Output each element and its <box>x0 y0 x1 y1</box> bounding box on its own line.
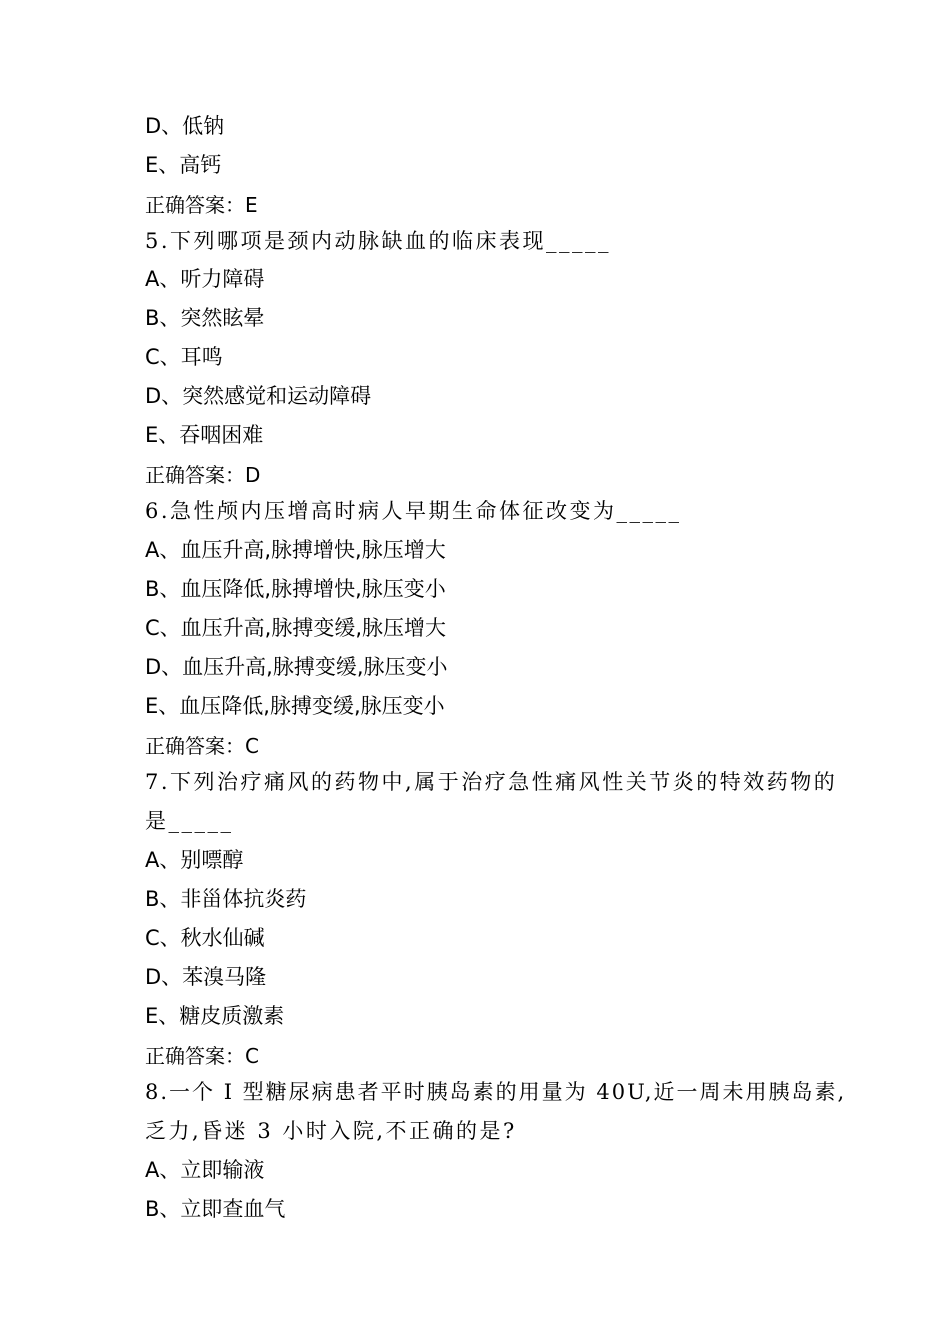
question-line: 8.一个 I 型糖尿病患者平时胰岛素的用量为 40U,近一周未用胰岛素, <box>145 1080 847 1104</box>
option-line: B、突然眩晕 <box>145 306 265 330</box>
option-line: A、听力障碍 <box>145 267 265 291</box>
answer-line: 正确答案：D <box>145 463 261 487</box>
option-line: C、耳鸣 <box>145 345 223 369</box>
option-line: A、血压升高,脉搏增快,脉压增大 <box>145 538 446 562</box>
question-line: 7.下列治疗痛风的药物中,属于治疗急性痛风性关节炎的特效药物的 <box>145 770 838 794</box>
question-line: 乏力,昏迷 3 小时入院,不正确的是? <box>145 1119 517 1143</box>
option-line: E、吞咽困难 <box>145 423 264 447</box>
question-line: 6.急性颅内压增高时病人早期生命体征改变为_____ <box>145 499 682 523</box>
option-line: E、糖皮质激素 <box>145 1004 285 1028</box>
answer-line: 正确答案：C <box>145 1044 259 1068</box>
option-line: A、别嘌醇 <box>145 848 244 872</box>
option-line: E、血压降低,脉搏变缓,脉压变小 <box>145 694 445 718</box>
option-line: A、立即输液 <box>145 1158 265 1182</box>
answer-line: 正确答案：E <box>145 193 258 217</box>
option-line: C、秋水仙碱 <box>145 926 265 950</box>
question-line: 5.下列哪项是颈内动脉缺血的临床表现_____ <box>145 229 612 253</box>
option-line: B、非甾体抗炎药 <box>145 887 307 911</box>
option-line: E、高钙 <box>145 153 222 177</box>
option-line: D、苯溴马隆 <box>145 965 267 989</box>
option-line: B、血压降低,脉搏增快,脉压变小 <box>145 577 446 601</box>
option-line: C、血压升高,脉搏变缓,脉压增大 <box>145 616 447 640</box>
option-line: D、低钠 <box>145 114 225 138</box>
option-line: B、立即查血气 <box>145 1197 286 1221</box>
option-line: D、突然感觉和运动障碍 <box>145 384 372 408</box>
question-line: 是_____ <box>145 809 234 833</box>
option-line: D、血压升高,脉搏变缓,脉压变小 <box>145 655 448 679</box>
answer-line: 正确答案：C <box>145 734 259 758</box>
